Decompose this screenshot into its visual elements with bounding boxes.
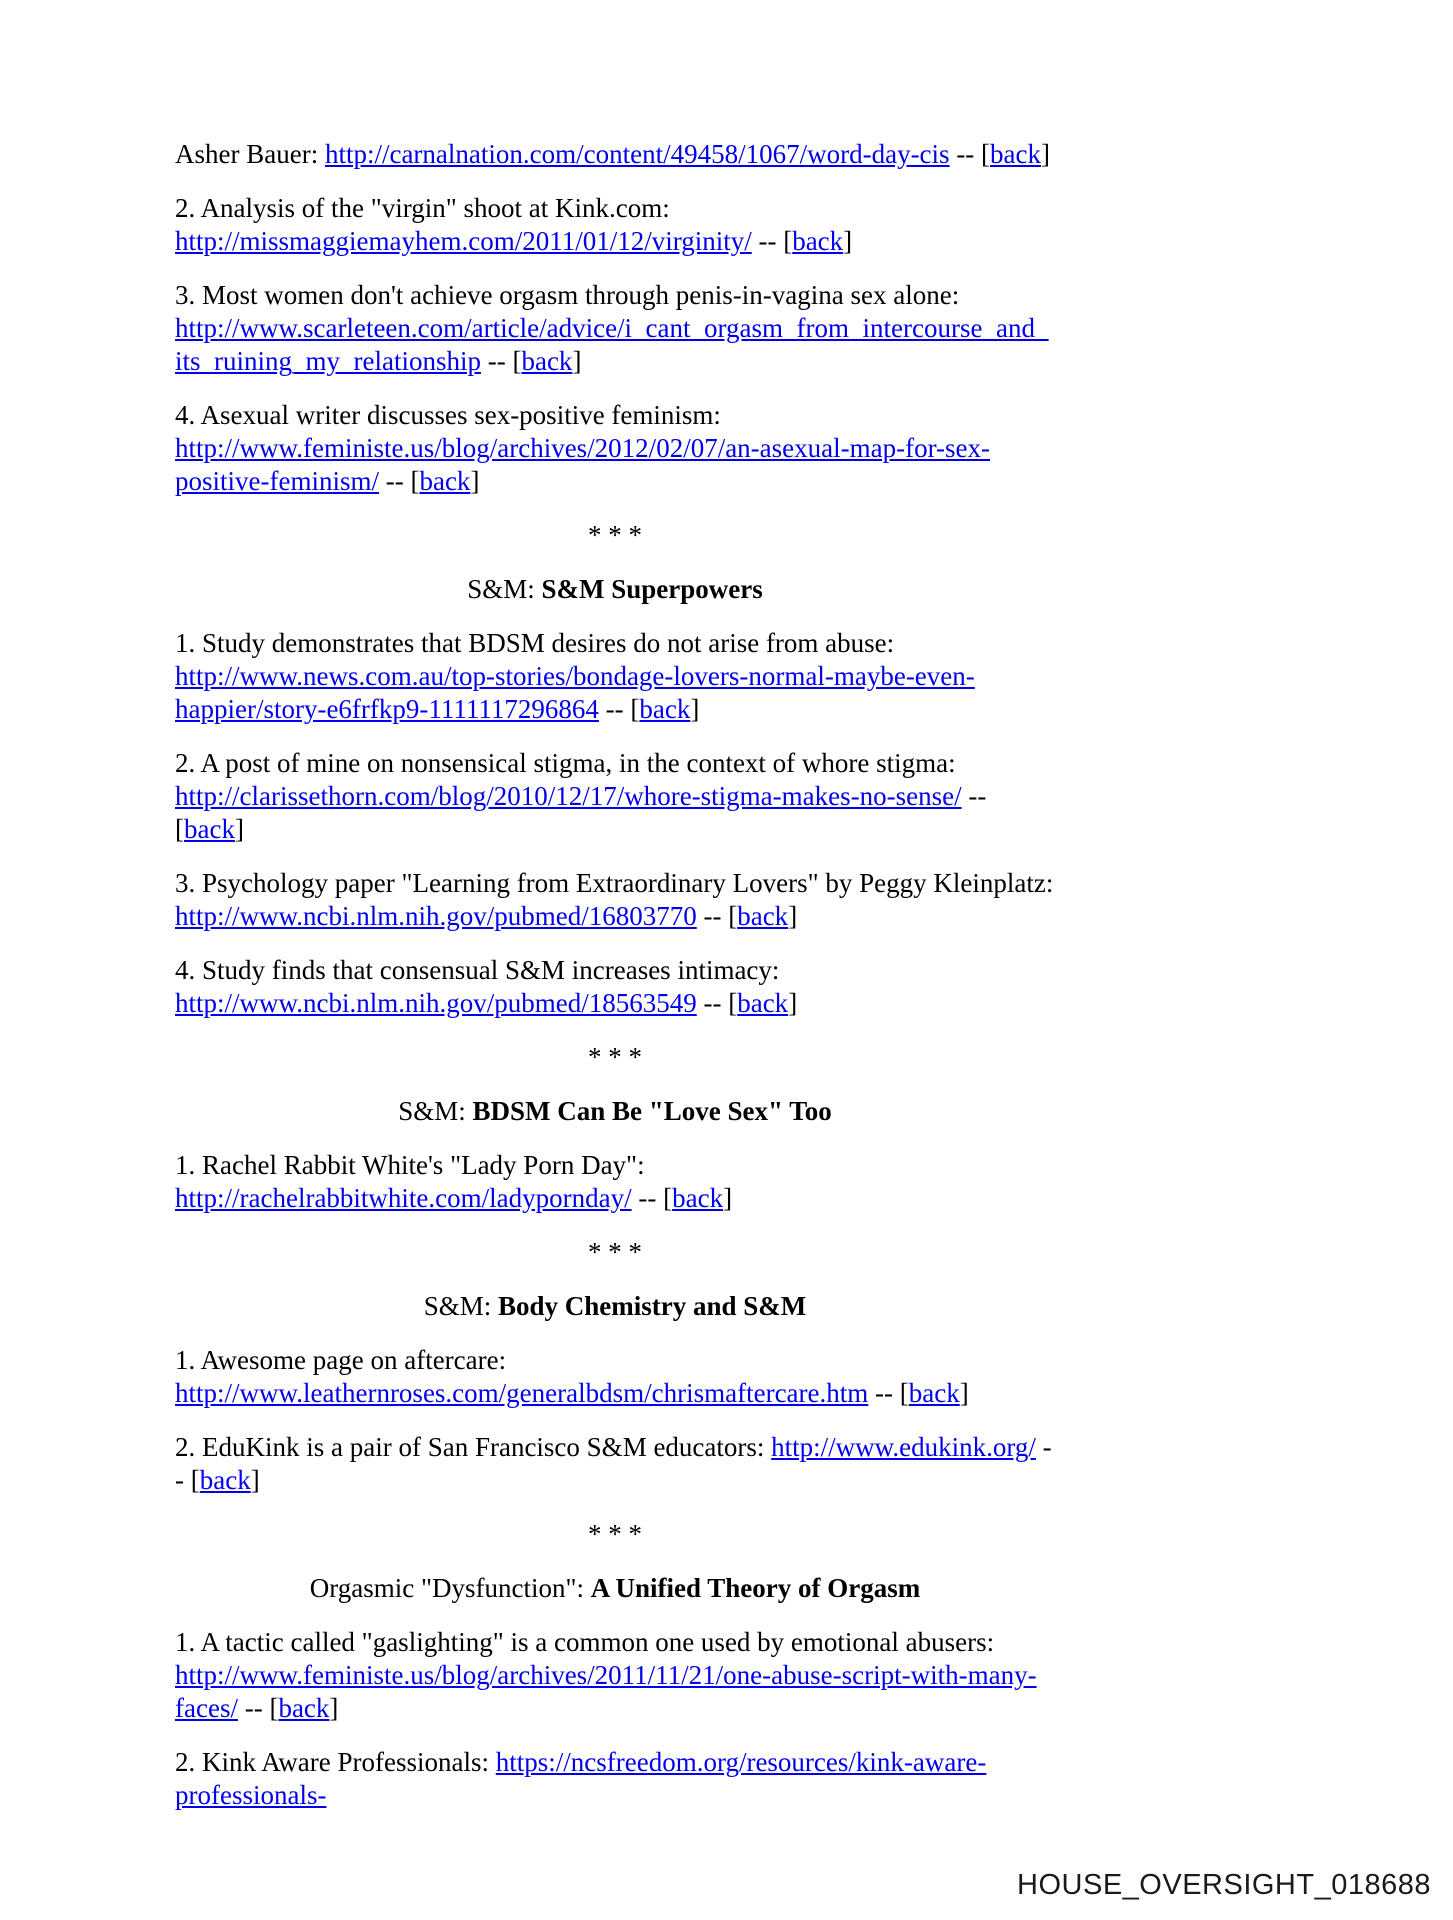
bracket-open: [ [175, 814, 184, 844]
item-url-link[interactable]: http://rachelrabbitwhite.com/ladypornday/ [175, 1183, 632, 1213]
dashes: -- [696, 901, 729, 931]
bracket-close: ] [843, 226, 853, 256]
item-url-link[interactable]: http://www.ncbi.nlm.nih.gov/pubmed/18563549 [175, 988, 697, 1018]
bracket-open: [ [269, 1693, 279, 1723]
back-link[interactable]: back [278, 1693, 330, 1723]
item-text: 1. Study demonstrates that BDSM desires do not arise from abuse: [175, 628, 895, 658]
item-url-link[interactable]: http://www.news.com.au/top-stories/bondage-lovers-normal-maybe-even-happier/story-e6frfkp9-1111117296864 [175, 661, 975, 724]
bracket-open: [ [728, 988, 738, 1018]
dashes: -- [961, 781, 987, 811]
dashes: -- [631, 1183, 664, 1213]
back-link[interactable]: back [419, 466, 471, 496]
heading-title: Body Chemistry and S&M [498, 1291, 807, 1321]
item-text: 3. Psychology paper "Learning from Extraordinary Lovers" by Peggy Kleinplatz: [175, 868, 1054, 898]
dashes: -- [237, 1693, 270, 1723]
back-link[interactable]: back [184, 814, 235, 844]
item-text: 1. A tactic called "gaslighting" is a common one used by emotional abusers: [175, 1627, 995, 1657]
bracket-close: ] [959, 1378, 969, 1408]
list-item [175, 1431, 1055, 1497]
list-item [175, 1344, 1055, 1410]
dashes: -- [868, 1378, 900, 1408]
bracket-close: ] [788, 901, 798, 931]
list-item [175, 1626, 1055, 1725]
item-text: 4. Asexual writer discusses sex-positive feminism: [175, 400, 721, 430]
dashes: -- [751, 226, 784, 256]
item-url-link[interactable]: http://www.leathernroses.com/generalbdsm/chrismaftercare.htm [175, 1378, 869, 1408]
section-heading [175, 1290, 1055, 1323]
bracket-close: ] [234, 814, 244, 844]
dashes: -- [949, 139, 982, 169]
bracket-close: ] [572, 346, 582, 376]
item-text: 1. Rachel Rabbit White's "Lady Porn Day": [175, 1150, 645, 1180]
back-link[interactable]: back [990, 139, 1042, 169]
section-separator: * * * [588, 1519, 642, 1549]
back-link[interactable]: back [792, 226, 844, 256]
item-text: 2. A post of mine on nonsensical stigma, in the context of whore stigma: [175, 748, 956, 778]
back-link[interactable]: back [639, 694, 691, 724]
bracket-close: ] [1041, 139, 1051, 169]
item-url-link[interactable]: http://www.edukink.org/ [771, 1432, 1036, 1462]
bracket-close: ] [250, 1465, 260, 1495]
back-link[interactable]: back [908, 1378, 960, 1408]
item-url-link[interactable]: http://www.feministe.us/blog/archives/2012/02/07/an-asexual-map-for-sex-positive-feminism/ [175, 433, 991, 496]
dashes: -- [175, 1432, 1052, 1495]
item-text: 4. Study finds that consensual S&M increases intimacy: [175, 955, 780, 985]
item-url-link[interactable]: http://carnalnation.com/content/49458/1067/word-day-cis [324, 139, 950, 169]
heading-title: BDSM Can Be "Love Sex" Too [472, 1096, 832, 1126]
bates-number: HOUSE_OVERSIGHT_018688 [1017, 1869, 1431, 1901]
list-item [175, 747, 1055, 846]
section-separator: * * * [588, 1042, 642, 1072]
list-item [175, 1746, 1055, 1812]
item-text: 2. EduKink is a pair of San Francisco S&M educators: [175, 1432, 772, 1462]
back-link[interactable]: back [737, 901, 789, 931]
bracket-open: [ [899, 1378, 909, 1408]
bracket-open: [ [630, 694, 640, 724]
list-item [175, 138, 1055, 171]
section-heading [175, 1572, 1055, 1605]
heading-prefix: S&M: [398, 1096, 473, 1126]
list-item [175, 1149, 1055, 1215]
bracket-open: [ [663, 1183, 673, 1213]
document-body [175, 138, 1055, 1833]
item-text: 1. Awesome page on aftercare: [175, 1345, 507, 1375]
item-url-link[interactable]: http://missmaggiemayhem.com/2011/01/12/virginity/ [175, 226, 752, 256]
dashes: -- [480, 346, 513, 376]
list-item [175, 192, 1055, 258]
bracket-open: [ [190, 1465, 200, 1495]
back-link[interactable]: back [672, 1183, 724, 1213]
item-text: 2. Kink Aware Professionals: [175, 1747, 496, 1777]
list-item [175, 954, 1055, 1020]
section-heading [175, 573, 1055, 606]
bracket-open: [ [512, 346, 522, 376]
section-separator: * * * [588, 520, 642, 550]
heading-prefix: S&M: [423, 1291, 498, 1321]
back-link[interactable]: back [199, 1465, 251, 1495]
list-item [175, 279, 1055, 378]
dashes: -- [696, 988, 729, 1018]
bracket-close: ] [788, 988, 798, 1018]
item-text: 3. Most women don't achieve orgasm through penis-in-vagina sex alone: [175, 280, 960, 310]
item-url-link[interactable]: http://www.feministe.us/blog/archives/2011/11/21/one-abuse-script-with-many-faces/ [175, 1660, 1037, 1723]
bracket-open: [ [981, 139, 991, 169]
list-item [175, 627, 1055, 726]
item-url-link[interactable]: http://www.scarleteen.com/article/advice/i_cant_orgasm_from_intercourse_and_its_ruining_my_relationship [175, 313, 1049, 376]
dashes: -- [378, 466, 411, 496]
bracket-open: [ [728, 901, 738, 931]
list-item [175, 399, 1055, 498]
bracket-open: [ [783, 226, 793, 256]
heading-prefix: S&M: [467, 574, 542, 604]
item-url-link[interactable]: http://www.ncbi.nlm.nih.gov/pubmed/16803770 [175, 901, 697, 931]
list-item [175, 867, 1055, 933]
item-text: Asher Bauer: [175, 139, 325, 169]
section-separator: * * * [588, 1237, 642, 1267]
back-link[interactable]: back [521, 346, 573, 376]
back-link[interactable]: back [737, 988, 789, 1018]
dashes: -- [598, 694, 631, 724]
bracket-close: ] [690, 694, 700, 724]
bracket-close: ] [723, 1183, 733, 1213]
bracket-close: ] [329, 1693, 339, 1723]
heading-title: S&M Superpowers [541, 574, 763, 604]
heading-title: A Unified Theory of Orgasm [590, 1573, 921, 1603]
item-url-link[interactable]: https://ncsfreedom.org/resources/kink-aware-professionals- [175, 1747, 987, 1810]
item-text: 2. Analysis of the "virgin" shoot at Kink.com: [175, 193, 670, 223]
section-heading [175, 1095, 1055, 1128]
heading-prefix: Orgasmic "Dysfunction": [309, 1573, 591, 1603]
bracket-open: [ [410, 466, 420, 496]
item-url-link[interactable]: http://clarissethorn.com/blog/2010/12/17/whore-stigma-makes-no-sense/ [175, 781, 962, 811]
bracket-close: ] [470, 466, 480, 496]
